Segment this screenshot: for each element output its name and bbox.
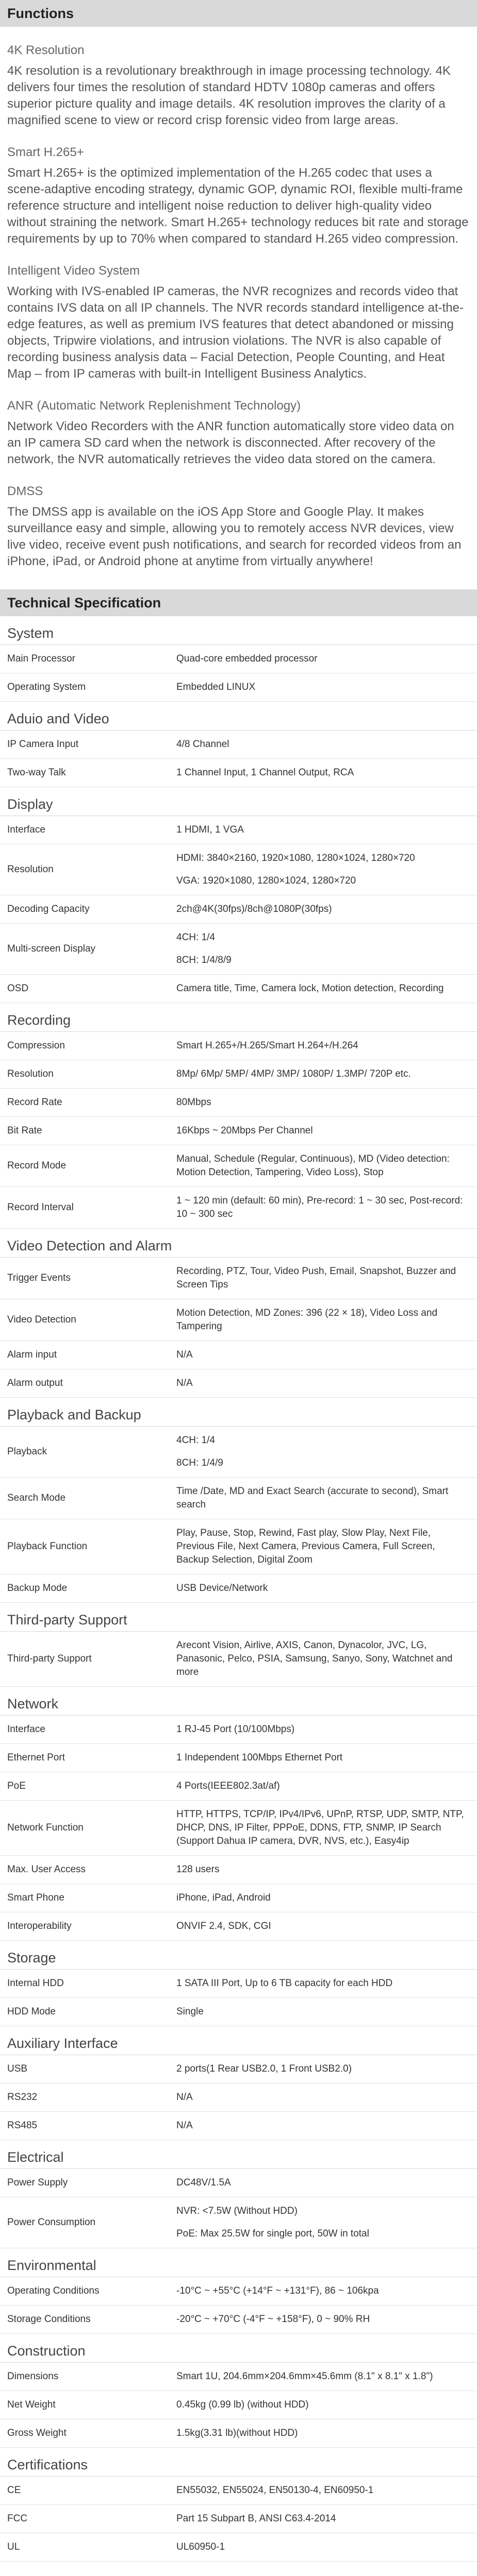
- spec-row: [0, 1341, 477, 1369]
- spec-label: Bit Rate: [0, 1117, 169, 1145]
- spec-value-line: 2ch@4K(30fps)/8ch@1080P(30fps): [176, 904, 332, 914]
- spec-row: [0, 1519, 477, 1574]
- spec-list: [0, 616, 477, 2562]
- features-list: [0, 42, 477, 570]
- spec-row: [0, 2055, 477, 2083]
- spec-value-line: NVR: <7.5W (Without HDD): [176, 2206, 298, 2216]
- spec-value: [169, 1032, 477, 1060]
- spec-table: [0, 1970, 477, 2026]
- spec-value-line: iPhone, iPad, Android: [176, 1892, 271, 1903]
- spec-value-line: Manual, Schedule (Regular, Continuous), MD (Video detection: Motion Detection, Tampering, Video Loss), Stop: [176, 1154, 450, 1178]
- spec-label: Playback Function: [0, 1519, 169, 1574]
- spec-row: [0, 1772, 477, 1801]
- spec-value-line: N/A: [176, 2120, 193, 2131]
- spec-label: Multi-screen Display: [0, 924, 169, 975]
- spec-value-line: 8Mp/ 6Mp/ 5MP/ 4MP/ 3MP/ 1080P/ 1.3MP/ 720P etc.: [176, 1069, 411, 1079]
- spec-value: [169, 816, 477, 844]
- spec-label: Trigger Events: [0, 1258, 169, 1299]
- spec-label: Max. User Access: [0, 1856, 169, 1884]
- feature-title: 4K Resolution: [7, 43, 85, 57]
- spec-table: [0, 2277, 477, 2334]
- spec-row: [0, 645, 477, 673]
- spec-value: [169, 2083, 477, 2112]
- spec-value-line: 0.45kg (0.99 lb) (without HDD): [176, 2399, 309, 2410]
- spec-value-line: -10°C ~ +55°C (+14°F ~ +131°F), 86 ~ 106kpa: [176, 2285, 379, 2296]
- spec-value: [169, 1574, 477, 1603]
- spec-row: [0, 2505, 477, 2533]
- feature-body: Smart H.265+ is the optimized implementation of the H.265 codec that uses a scene-adaptive encoding strategy, dynamic GOP, dynamic ROI, flexible multi-frame reference structure and intelligent noise reduction to deliver high-quality video without straining the network. Smart H.265+ technology reduces bit rate and storage requirements by up to 70% when compared to standard H.265 video compression.: [7, 166, 469, 246]
- spec-value-line: 8CH: 1/4/8/9: [176, 955, 232, 965]
- spec-value: [169, 844, 477, 895]
- spec-value-line: 16Kbps ~ 20Mbps Per Channel: [176, 1125, 313, 1136]
- spec-row: [0, 2083, 477, 2112]
- spec-label: Ethernet Port: [0, 1744, 169, 1772]
- spec-value-line: Single: [176, 2006, 204, 2017]
- spec-value: [169, 2533, 477, 2562]
- spec-value-line: -20°C ~ +70°C (-4°F ~ +158°F), 0 ~ 90% RH: [176, 2314, 370, 2325]
- spec-value-line: EN55032, EN55024, EN50130-4, EN60950-1: [176, 2485, 374, 2496]
- spec-label: Third-party Support: [0, 1632, 169, 1687]
- spec-label: Backup Mode: [0, 1574, 169, 1603]
- spec-row: [0, 673, 477, 702]
- spec-section-title: Environmental: [0, 2248, 477, 2277]
- spec-label: Interface: [0, 1716, 169, 1744]
- spec-value-line: 1 Channel Input, 1 Channel Output, RCA: [176, 767, 354, 778]
- spec-label: Record Interval: [0, 1187, 169, 1229]
- feature-body: Network Video Recorders with the ANR function automatically store video data on an IP camera SD card when the network is disconnected. After recovery of the network, the NVR automatically retrieves the video data stored on the camera.: [7, 419, 454, 466]
- spec-value: [169, 2391, 477, 2419]
- spec-table: [0, 1716, 477, 1941]
- spec-label: Main Processor: [0, 645, 169, 673]
- spec-value-line: 4CH: 1/4: [176, 932, 215, 943]
- spec-row: [0, 975, 477, 1003]
- spec-label: Decoding Capacity: [0, 895, 169, 924]
- spec-value-line: PoE: Max 25.5W for single port, 50W in total: [176, 2228, 369, 2239]
- spec-label: Video Detection: [0, 1299, 169, 1341]
- spec-section-title: Electrical: [0, 2140, 477, 2169]
- spec-value: [169, 1801, 477, 1856]
- spec-row: [0, 1801, 477, 1856]
- spec-section-title: Recording: [0, 1003, 477, 1032]
- spec-value-line: 2 ports(1 Rear USB2.0, 1 Front USB2.0): [176, 2063, 352, 2074]
- spec-row: [0, 1427, 477, 1478]
- spec-value: [169, 2306, 477, 2334]
- spec-value: [169, 1427, 477, 1478]
- feature-title: DMSS: [7, 484, 43, 498]
- spec-label: Network Function: [0, 1801, 169, 1856]
- spec-value: [169, 1632, 477, 1687]
- spec-value-line: Embedded LINUX: [176, 682, 256, 692]
- spec-label: IP Camera Input: [0, 731, 169, 759]
- spec-row: [0, 844, 477, 895]
- spec-section-title: Video Detection and Alarm: [0, 1229, 477, 1258]
- spec-row: [0, 2306, 477, 2334]
- spec-label: Search Mode: [0, 1478, 169, 1519]
- spec-label: Two-way Talk: [0, 759, 169, 787]
- spec-label: Operating Conditions: [0, 2277, 169, 2306]
- spec-label: Compression: [0, 1032, 169, 1060]
- spec-row: [0, 1299, 477, 1341]
- spec-label: RS232: [0, 2083, 169, 2112]
- spec-row: [0, 731, 477, 759]
- spec-label: Interface: [0, 816, 169, 844]
- spec-value-line: 1 HDMI, 1 VGA: [176, 824, 244, 835]
- feature-body: The DMSS app is available on the iOS App Store and Google Play. It makes surveillance easy and simple, allowing you to remotely access NVR devices, view live video, receive event push notifications, and search for recorded videos from an iPhone, iPad, or Android phone at anytime from virtually anywhere!: [7, 505, 462, 568]
- spec-label: Resolution: [0, 844, 169, 895]
- spec-value: [169, 1744, 477, 1772]
- spec-row: [0, 2477, 477, 2505]
- spec-value: [169, 1117, 477, 1145]
- spec-row: [0, 2197, 477, 2248]
- spec-value-line: 4 Ports(IEEE802.3at/af): [176, 1781, 280, 1791]
- spec-row: [0, 2169, 477, 2197]
- spec-row: [0, 1089, 477, 1117]
- spec-label: PoE: [0, 1772, 169, 1801]
- spec-value-line: Motion Detection, MD Zones: 396 (22 × 18), Video Loss and Tampering: [176, 1308, 438, 1332]
- spec-value: [169, 1299, 477, 1341]
- spec-table: [0, 1632, 477, 1687]
- spec-row: [0, 2112, 477, 2140]
- spec-value: [169, 895, 477, 924]
- spec-row: [0, 1032, 477, 1060]
- spec-row: [0, 1912, 477, 1941]
- spec-value: [169, 1884, 477, 1912]
- spec-value: [169, 2169, 477, 2197]
- spec-value: [169, 1998, 477, 2026]
- spec-value-line: 4/8 Channel: [176, 739, 229, 750]
- spec-row: [0, 924, 477, 975]
- spec-value: [169, 2505, 477, 2533]
- spec-table: [0, 1258, 477, 1398]
- spec-row: [0, 816, 477, 844]
- spec-section-title: System: [0, 616, 477, 645]
- spec-label: Record Mode: [0, 1145, 169, 1187]
- spec-label: Resolution: [0, 1060, 169, 1089]
- spec-value-line: 1 SATA III Port, Up to 6 TB capacity for each HDD: [176, 1978, 393, 1989]
- spec-value: [169, 1369, 477, 1398]
- spec-value: [169, 759, 477, 787]
- spec-value: [169, 645, 477, 673]
- spec-row: [0, 1632, 477, 1687]
- spec-value: [169, 2363, 477, 2391]
- spec-value: [169, 975, 477, 1003]
- spec-row: [0, 2419, 477, 2448]
- spec-section-title: Display: [0, 787, 477, 816]
- spec-row: [0, 2533, 477, 2562]
- spec-row: [0, 1060, 477, 1089]
- spec-value-line: USB Device/Network: [176, 1583, 268, 1594]
- spec-section-title: Playback and Backup: [0, 1398, 477, 1427]
- spec-table: [0, 1427, 477, 1603]
- spec-value: [169, 731, 477, 759]
- spec-row: [0, 1856, 477, 1884]
- spec-value-line: HTTP, HTTPS, TCP/IP, IPv4/IPv6, UPnP, RTSP, UDP, SMTP, NTP, DHCP, DNS, IP Filter, PPPoE, DDNS, FTP, SNMP, IP Search (Support Dahua IP camera, DVR, NVS, etc.), Easy4ip: [176, 1809, 464, 1846]
- spec-value: [169, 1060, 477, 1089]
- spec-value-line: ONVIF 2.4, SDK, CGI: [176, 1921, 271, 1931]
- spec-row: [0, 759, 477, 787]
- spec-table: [0, 2363, 477, 2448]
- spec-row: [0, 1117, 477, 1145]
- spec-label: Operating System: [0, 673, 169, 702]
- spec-row: [0, 1145, 477, 1187]
- spec-row: [0, 1716, 477, 1744]
- spec-row: [0, 1744, 477, 1772]
- spec-value-line: DC48V/1.5A: [176, 2177, 231, 2188]
- functions-heading: Functions: [0, 0, 477, 27]
- spec-section-title: Construction: [0, 2334, 477, 2363]
- spec-value-line: 1 Independent 100Mbps Ethernet Port: [176, 1752, 343, 1763]
- spec-value: [169, 1716, 477, 1744]
- spec-section-title: Third-party Support: [0, 1603, 477, 1632]
- feature-title: ANR (Automatic Network Replenishment Technology): [7, 399, 301, 413]
- spec-value: [169, 924, 477, 975]
- spec-value: [169, 1341, 477, 1369]
- feature-body: Working with IVS-enabled IP cameras, the NVR recognizes and records video that contains IVS data on all IP channels. The NVR records standard intelligence at-the-edge features, as well as premium IVS features that detect abandoned or missing objects, Tripwire violations, and intrusion violations. The NVR is also capable of recording business analysis data – Facial Detection, People Counting, and Heat Map – from IP cameras with built-in Intelligent Business Analytics.: [7, 284, 464, 381]
- spec-row: [0, 1574, 477, 1603]
- spec-row: [0, 2363, 477, 2391]
- spec-value-line: Quad-core embedded processor: [176, 653, 318, 664]
- spec-row: [0, 2277, 477, 2306]
- spec-value-line: N/A: [176, 1378, 193, 1388]
- spec-table: [0, 645, 477, 702]
- spec-value-line: UL60950-1: [176, 2541, 225, 2552]
- spec-value-line: Arecont Vision, Airlive, AXIS, Canon, Dynacolor, JVC, LG, Panasonic, Pelco, PSIA, Samsung, Sanyo, Sony, Watchnet and more: [176, 1640, 453, 1677]
- spec-label: HDD Mode: [0, 1998, 169, 2026]
- spec-value-line: 1.5kg(3.31 lb)(without HDD): [176, 2428, 298, 2438]
- spec-label: Interoperability: [0, 1912, 169, 1941]
- spec-row: [0, 1369, 477, 1398]
- spec-value-line: Smart 1U, 204.6mm×204.6mm×45.6mm (8.1" x 8.1" x 1.8"): [176, 2371, 433, 2382]
- spec-value-line: 128 users: [176, 1864, 220, 1875]
- feature-body: 4K resolution is a revolutionary breakthrough in image processing technology. 4K delivers four times the resolution of standard HDTV 1080p cameras and offers superior picture quality and image details. 4K resolution improves the clarity of a magnified scene to view or record crisp forensic video from large areas.: [7, 64, 451, 127]
- spec-table: [0, 731, 477, 787]
- spec-value-line: HDMI: 3840×2160, 1920×1080, 1280×1024, 1280×720: [176, 853, 415, 863]
- spec-row: [0, 2391, 477, 2419]
- spec-value: [169, 2419, 477, 2448]
- spec-value-line: Time /Date, MD and Exact Search (accurate to second), Smart search: [176, 1486, 449, 1510]
- spec-row: [0, 1258, 477, 1299]
- spec-value: [169, 1519, 477, 1574]
- spec-value: [169, 1089, 477, 1117]
- spec-value-line: VGA: 1920×1080, 1280×1024, 1280×720: [176, 875, 356, 886]
- spec-value: [169, 2477, 477, 2505]
- spec-section-title: Storage: [0, 1941, 477, 1970]
- spec-value: [169, 2277, 477, 2306]
- spec-label: Power Consumption: [0, 2197, 169, 2248]
- spec-label: RS485: [0, 2112, 169, 2140]
- spec-label: Storage Conditions: [0, 2306, 169, 2334]
- spec-value-line: 1 RJ-45 Port (10/100Mbps): [176, 1724, 295, 1735]
- spec-value-line: 80Mbps: [176, 1097, 211, 1108]
- spec-value: [169, 1772, 477, 1801]
- spec-label: FCC: [0, 2505, 169, 2533]
- spec-value-line: Smart H.265+/H.265/Smart H.264+/H.264: [176, 1040, 358, 1051]
- spec-label: OSD: [0, 975, 169, 1003]
- spec-value-line: N/A: [176, 1349, 193, 1360]
- spec-label: Gross Weight: [0, 2419, 169, 2448]
- spec-value-line: N/A: [176, 2092, 193, 2103]
- spec-value-line: Recording, PTZ, Tour, Video Push, Email, Snapshot, Buzzer and Screen Tips: [176, 1266, 456, 1290]
- spec-section-title: Network: [0, 1687, 477, 1716]
- spec-value: [169, 2197, 477, 2248]
- spec-label: Power Supply: [0, 2169, 169, 2197]
- spec-label: UL: [0, 2533, 169, 2562]
- spec-label: Smart Phone: [0, 1884, 169, 1912]
- spec-label: CE: [0, 2477, 169, 2505]
- spec-section-title: Aduio and Video: [0, 702, 477, 731]
- spec-label: USB: [0, 2055, 169, 2083]
- spec-value: [169, 673, 477, 702]
- spec-label: Net Weight: [0, 2391, 169, 2419]
- spec-table: [0, 2477, 477, 2562]
- spec-value-line: Part 15 Subpart B, ANSI C63.4-2014: [176, 2513, 336, 2524]
- spec-row: [0, 1970, 477, 1998]
- spec-value: [169, 1856, 477, 1884]
- spec-value-line: 8CH: 1/4/9: [176, 1458, 223, 1468]
- spec-table: [0, 816, 477, 1003]
- spec-value: [169, 1258, 477, 1299]
- spec-row: [0, 1884, 477, 1912]
- feature-title: Intelligent Video System: [7, 264, 140, 278]
- tech-spec-heading: Technical Specification: [0, 589, 477, 616]
- spec-value: [169, 2055, 477, 2083]
- spec-value: [169, 1145, 477, 1187]
- spec-table: [0, 1032, 477, 1229]
- spec-row: [0, 1478, 477, 1519]
- spec-label: Internal HDD: [0, 1970, 169, 1998]
- spec-label: Record Rate: [0, 1089, 169, 1117]
- spec-table: [0, 2169, 477, 2248]
- spec-value: [169, 1970, 477, 1998]
- spec-value: [169, 1187, 477, 1229]
- spec-value-line: 1 ~ 120 min (default: 60 min), Pre-record: 1 ~ 30 sec, Post-record: 10 ~ 300 sec: [176, 1195, 463, 1219]
- spec-row: [0, 1998, 477, 2026]
- spec-value: [169, 1478, 477, 1519]
- spec-label: Playback: [0, 1427, 169, 1478]
- spec-value-line: Camera title, Time, Camera lock, Motion detection, Recording: [176, 983, 444, 994]
- spec-value-line: 4CH: 1/4: [176, 1435, 215, 1446]
- spec-row: [0, 895, 477, 924]
- spec-section-title: Auxiliary Interface: [0, 2026, 477, 2055]
- spec-value: [169, 1912, 477, 1941]
- spec-label: Alarm output: [0, 1369, 169, 1398]
- spec-section-title: Certifications: [0, 2448, 477, 2477]
- spec-value: [169, 2112, 477, 2140]
- spec-value-line: Play, Pause, Stop, Rewind, Fast play, Slow Play, Next File, Previous File, Next Camera, Previous Camera, Full Screen, Backup Selection, Digital Zoom: [176, 1528, 435, 1565]
- feature-title: Smart H.265+: [7, 145, 84, 159]
- spec-label: Alarm input: [0, 1341, 169, 1369]
- spec-table: [0, 2055, 477, 2140]
- spec-label: Dimensions: [0, 2363, 169, 2391]
- spec-row: [0, 1187, 477, 1229]
